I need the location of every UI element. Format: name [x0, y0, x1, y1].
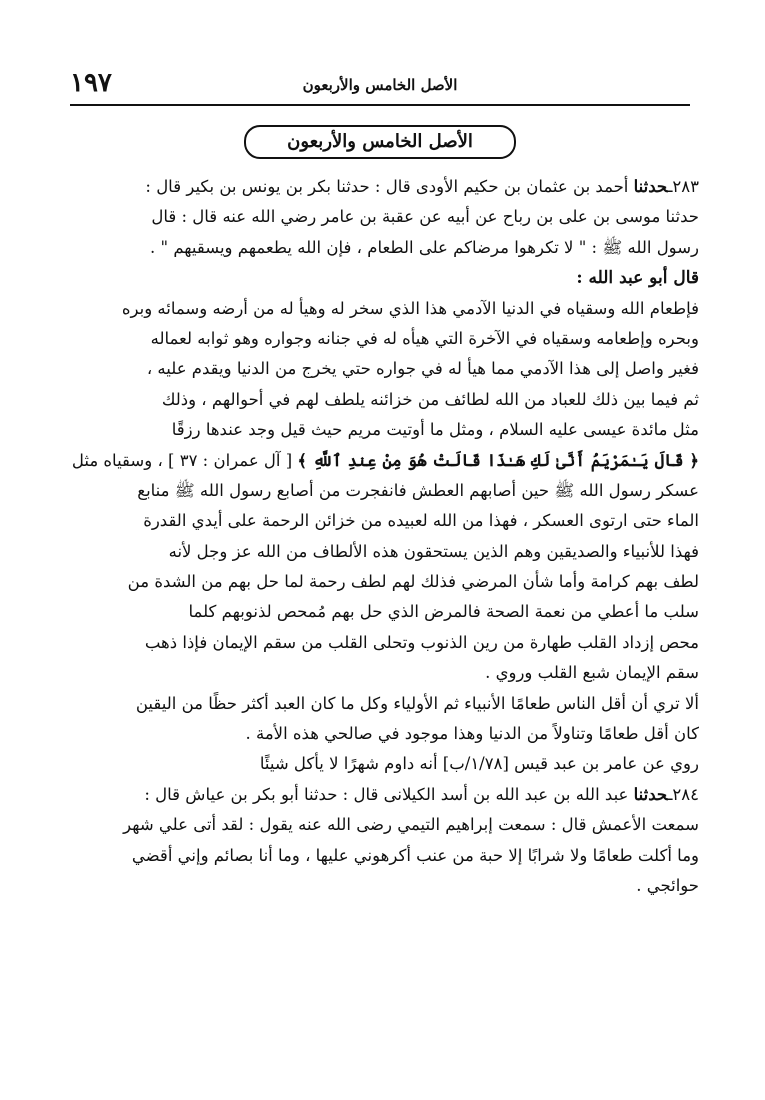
text-line: ٢٨٣ـحدثنا أحمد بن عثمان بن حكيم الأودى قال : حدثنا بكر بن يونس بن بكير قال : [145, 177, 699, 196]
text-line: الماء حتى ارتوى العسكر ، فهذا من الله لعبيده من خزائن الرحمة على أيدي القدرة [143, 511, 699, 531]
quran-verse: ﴿ قَالَ يَـٰمَرْيَمُ أَنَّىٰ لَكِ هَـٰذَا قَالَتْ هُوَ مِنْ عِندِ ٱللَّهِ ﴾ [297, 450, 699, 470]
page-number: ١٩٧ [70, 68, 112, 98]
section-heading: قال أبو عبد الله : [576, 268, 699, 289]
text-line: عسكر رسول الله ﷺ حين أصابهم العطش فانفجرت من أصابع رسول الله ﷺ منابع [137, 480, 699, 500]
text-line: سمعت الأعمش قال : سمعت إبراهيم التيمي رضى الله عنه يقول : لقد أتى علي شهر [123, 815, 699, 835]
text-line: محص إزداد القلب طهارة من رين الذنوب وتحلى القلب من سقم الإيمان فإذا ذهب [144, 632, 699, 652]
text-line: مثل مائدة عيسى عليه السلام ، ومثل ما أوتيت مريم حيث قيل وجد عندها رزقًا [171, 420, 699, 440]
text-line: ٢٨٤ـحدثنا عبد الله بن عبد الله بن أسد الكيلانى قال : حدثنا أبو بكر بن عياش قال : [144, 784, 699, 804]
text-line: حدثنا موسى بن على بن رباح عن أبيه عن عقبة بن عامر رضي الله عنه قال : قال [151, 207, 699, 227]
chapter-title: الأصل الخامس والأربعون [287, 131, 473, 152]
text-line: ﴿ قَالَ يَـٰمَرْيَمُ أَنَّىٰ لَكِ هَـٰذَا قَالَتْ هُوَ مِنْ عِندِ ٱللَّهِ ﴾ [ آل عمران : ٣٧ ] ، وسقياه مثل [71, 450, 699, 470]
running-header [70, 66, 690, 106]
hadith-number: ٢٨٣ـ [667, 177, 699, 196]
text-line: سقم الإيمان شبع القلب وروي . [485, 663, 699, 683]
text-line: وما أكلت طعامًا ولا شرابًا إلا حبة من عنب أكرهوني عليها ، وما أنا بصائم وإني أقضي [131, 845, 699, 865]
text-line: فغير واصل إلى هذا الآدمي مما هيأ له في جواره حتي يخرج من الدنيا ويقدم عليه ، [146, 359, 699, 379]
text-line: رسول الله ﷺ : " لا تكرهوا مرضاكم على الطعام ، فإن الله يطعمهم ويسقيهم " . [150, 237, 699, 257]
text-line: حوائجي . [636, 875, 699, 895]
text-line: فإطعام الله وسقياه في الدنيا الآدمي هذا الذي سخر له وهيأ له من أرضه وسمائه وبره [121, 298, 699, 318]
running-header-title: الأصل الخامس والأربعون [302, 76, 458, 94]
text-line: روي عن عامر بن عبد قيس [١/٧٨/ب] أنه داوم شهرًا لا يأكل شيئًا [259, 754, 699, 774]
body-text [63, 172, 699, 901]
text-line: سلب ما أعطي من نعمة الصحة فالمرض الذي حل بهم مُمحص لذنوبهم كلما [188, 602, 699, 622]
text-line: وبحره وإطعامه وسقياه في الآخرة التي هيأه له في جنانه وجواره وهو ثوابه لعماله [150, 328, 699, 348]
text-line: لطف بهم كرامة وأما شأن المرضي فذلك لهم لطف رحمة لما حل بهم من الشدة من [127, 572, 699, 592]
hadith-number: ٢٨٤ـ [667, 784, 699, 804]
text-line: فهذا للأنبياء والصديقين وهم الذين يستحقون هذه الألطاف من الله عز وجل لأنه [168, 541, 699, 561]
chapter-title-box [244, 125, 516, 159]
narration-keyword: حدثنا [633, 784, 668, 804]
text-line: ألا تري أن أقل الناس طعامًا الأنبياء ثم الأولياء وكل ما كان العبد أكثر حظًا من اليقين [135, 693, 699, 713]
text-line: ثم فيما بين ذلك للعباد من الله لطائف من خزائنه يلطف لهم في أحوالهم ، وذلك [161, 389, 699, 409]
text-line: كان أقل طعامًا وتناولاً من الدنيا وهذا موجود في صالحي هذه الأمة . [245, 724, 699, 744]
narration-keyword: حدثنا [633, 177, 668, 196]
